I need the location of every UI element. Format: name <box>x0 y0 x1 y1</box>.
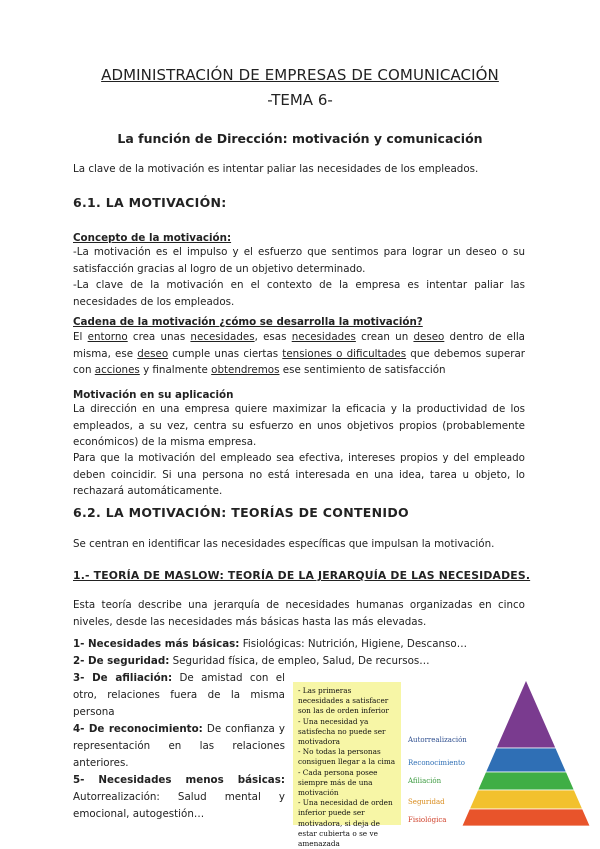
note-line: - No todas la personas consiguen llegar a la cima <box>298 747 396 767</box>
concepto-paragraph-1: -La motivación es el impulso y el esfuerzo que sentimos para lograr un deseo o su satisfacción gracias al logro de un objetivo determinado. <box>73 246 525 275</box>
maslow-pyramid-graphic <box>404 676 594 832</box>
document-title: ADMINISTRACIÓN DE EMPRESAS DE COMUNICACIÓN <box>101 66 499 84</box>
teorias-heading: 6.2. LA MOTIVACIÓN: TEORÍAS DE CONTENIDO <box>73 505 409 520</box>
teorias-intro: Se centran en identificar las necesidades específicas que impulsan la motivación. <box>73 538 495 550</box>
pyramid-label-reconocimiento: Reconocimiento <box>408 759 465 767</box>
need-item-2: 2- De seguridad: Seguridad física, de empleo, Salud, De recursos… <box>73 655 430 667</box>
need-item-3: 3- De afiliación: De amistad con el otro, relaciones fuera de la misma persona <box>73 672 285 718</box>
section-title: La función de Dirección: motivación y comunicación <box>117 131 483 146</box>
motivacion-heading: 6.1. LA MOTIVACIÓN: <box>73 195 227 210</box>
pyramid-tier-4 <box>469 790 582 809</box>
maslow-notes-box <box>293 682 401 849</box>
cadena-heading: Cadena de la motivación ¿cómo se desarrolla la motivación? <box>73 316 423 328</box>
cadena-paragraph: El entorno crea unas necesidades, esas necesidades crean un deseo dentro de ella misma, ese deseo cumple unas ciertas tensiones o dificultades que debemos superar con acciones y finalmente obtendremos ese sentimiento de satisfacción <box>73 331 525 376</box>
note-line: - Las primeras necesidades a satisfacer son las de orden inferior <box>298 686 389 716</box>
concepto-heading: Concepto de la motivación: <box>73 232 232 244</box>
document-subtitle: -TEMA 6- <box>267 91 333 109</box>
maslow-title: 1.- TEORÍA DE MASLOW: TEORÍA DE LA JERARQUÍA DE LAS NECESIDADES. <box>73 569 531 582</box>
intro-paragraph: La clave de la motivación es intentar paliar las necesidades de los empleados. <box>73 163 479 175</box>
need-item-1: 1- Necesidades más básicas: Fisiológicas: Nutrición, Higiene, Descanso… <box>73 638 467 650</box>
pyramid-tier-3 <box>478 772 574 790</box>
pyramid-label-fisiologica: Fisiológica <box>408 816 447 824</box>
concepto-paragraph-2: -La clave de la motivación en el contexto de la empresa es intentar paliar las necesidades de los empleados. <box>73 279 525 308</box>
pyramid-label-afiliacion: Afiliación <box>408 777 442 785</box>
pyramid-label-autorrealizacion: Autorrealización <box>408 736 467 744</box>
maslow-intro: Esta teoría describe una jerarquía de necesidades humanas organizadas en cinco niveles, desde las necesidades más básicas hasta las más elevadas. <box>73 599 525 628</box>
maslow-pyramid <box>404 676 594 832</box>
need-item-5: 5- Necesidades menos básicas: Autorrealización: Salud mental y emocional, autogestión… <box>73 774 285 820</box>
need-item-4: 4- De reconocimiento: De confianza y representación en las relaciones anteriores. <box>73 723 285 769</box>
aplicacion-paragraph-2: Para que la motivación del empleado sea efectiva, intereses propios y del empleado deben coincidir. Si una persona no está interesada en una idea, tarea u objeto, lo rechazará automáticamente. <box>73 452 525 497</box>
note-line: - Una necesidad ya satisfecha no puede ser motivadora <box>298 716 386 747</box>
aplicacion-heading: Motivación en su aplicación <box>73 389 234 401</box>
note-line: - Una necesidad de orden inferior puede ser motivadora, si deja de estar cubierta o se ve amenazada <box>298 798 393 849</box>
aplicacion-paragraph-1: La dirección en una empresa quiere maximizar la eficacia y la productividad de los empleados, a su vez, centra su esfuerzo en unos objetivos propios (probablemente económicos) de la misma empresa. <box>73 403 525 448</box>
pyramid-tier-5 <box>462 809 590 826</box>
pyramid-label-seguridad: Seguridad <box>408 798 445 806</box>
pyramid-tier-2 <box>486 748 567 772</box>
pyramid-tier-1 <box>496 680 556 748</box>
note-line: - Cada persona posee siempre más de una motivación <box>298 767 378 798</box>
